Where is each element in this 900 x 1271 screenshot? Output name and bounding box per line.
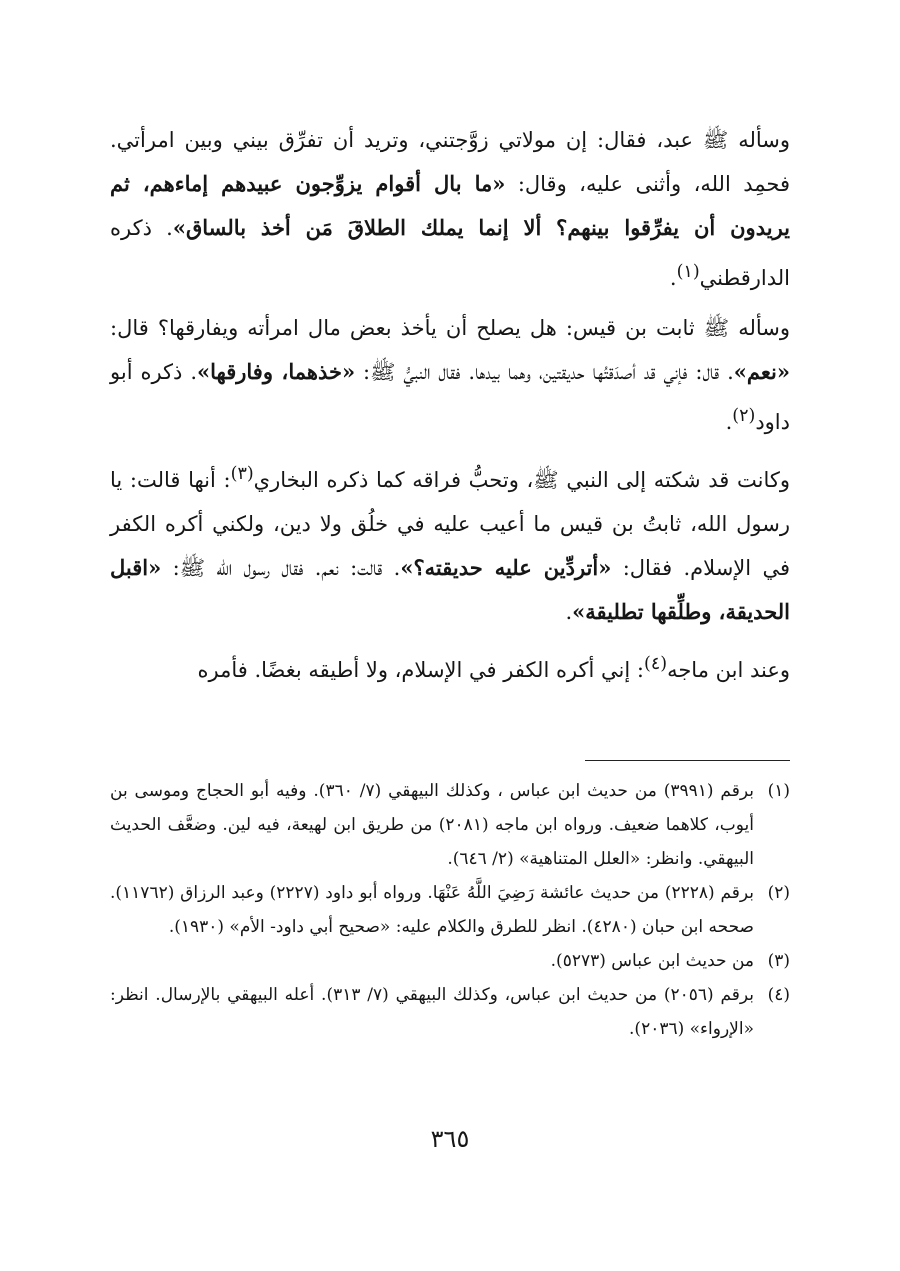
footnote-divider	[585, 760, 790, 761]
footnote-number: (٤)	[767, 985, 790, 1005]
main-text	[110, 118, 790, 700]
footnote-ref-3[interactable]: (٣)	[230, 464, 254, 484]
p1-text-2: . ذكره الدارقطني	[110, 216, 790, 290]
footnote-ref-2[interactable]: (٢)	[732, 406, 756, 426]
p3-quote-1: «أتردِّين عليه حديقته؟»	[400, 555, 612, 580]
p1-text-3: .	[669, 266, 677, 290]
p2-text-2: . قال: فإني قد أصدَقتُها حديقتين، وهما بيدها. فقال النبيُّ ﷺ:	[355, 360, 734, 384]
paragraph-4	[110, 642, 790, 692]
footnote-number: (١)	[767, 781, 790, 801]
paragraph-2	[110, 306, 790, 444]
p3-text-1: وكانت قد شكته إلى النبي ﷺ، وتحبُّ فراقه كما ذكره البخاري	[253, 468, 790, 492]
p2-quote-2: «خذهما، وفارقها»	[197, 359, 356, 384]
p1-text-1: وسأله ﷺ عبد، فقال: إن مولاتي زوَّجتني، وتريد أن تفرِّق بيني وبين امرأتي. فحمِد الله، وأثنى عليه، وقال:	[110, 128, 790, 196]
p2-text-4: .	[725, 410, 733, 434]
paragraph-1	[110, 118, 790, 300]
footnote-text: برقم (٢٠٥٦) من حديث ابن عباس، وكذلك البيهقي (٧/ ٣١٣). أعله البيهقي بالإرسال. انظر: «الإرواء» (٢٠٣٦).	[110, 985, 754, 1039]
footnote-ref-1[interactable]: (١)	[676, 262, 700, 282]
p3-text-2: : أنها قالت: يا رسول الله، ثابتُ بن قيس ما أعيب عليه في خلُق ولا دين، ولكني أكره الكفر في الإسلام. فقال:	[110, 468, 791, 580]
paragraph-3	[110, 452, 790, 634]
footnote-text: برقم (٢٢٢٨) من حديث عائشة رَضِيَ اللَّهُ عَنْهَا. ورواه أبو داود (٢٢٢٧) وعبد الرزاق (١١٧٦٢). صححه ابن حبان (٤٢٨٠). انظر للطرق والكلام عليه: «صحيح أبي داود- الأم» (١٩٣٠).	[110, 883, 754, 937]
footnote-ref-4[interactable]: (٤)	[644, 654, 668, 674]
p2-text-3: . ذكره أبو داود	[110, 360, 790, 434]
p2-quote-1: «نعم»	[733, 359, 790, 384]
footnote-1	[110, 774, 790, 876]
p4-text-2: : إني أكره الكفر في الإسلام، ولا أطيقه بغضًا. فأمره	[197, 658, 644, 682]
footnote-2	[110, 876, 790, 944]
p1-quote: «ما بال أقوام يزوِّجون عبيدهم إماءهم، ثم يريدون أن يفرِّقوا بينهم؟ ألا إنما يملك الطلاقَ مَن أخذ بالساق»	[110, 171, 790, 240]
footnote-text: برقم (٣٩٩١) من حديث ابن عباس ، وكذلك البيهقي (٧/ ٣٦٠). وفيه أبو الحجاج وموسى بن أيوب، كلاهما ضعيف. ورواه ابن ماجه (٢٠٨١) من طريق ابن لهيعة، فيه لين. وضعَّف الحديث البيهقي. وانظر: «العلل المتناهية» (٢/ ٦٤٦).	[110, 781, 755, 869]
p3-text-3: . قالت: نعم. فقال رسول الله ﷺ:	[161, 556, 401, 580]
p4-text-1: وعند ابن ماجه	[667, 658, 790, 682]
footnote-text: من حديث ابن عباس (٥٢٧٣).	[550, 951, 754, 971]
p2-text-1: وسأله ﷺ ثابت بن قيس: هل يصلح أن يأخذ بعض مال امرأته ويفارقها؟ قال:	[110, 316, 790, 340]
footnote-4	[110, 978, 790, 1046]
footnotes	[110, 774, 790, 1046]
footnote-number: (٣)	[767, 951, 790, 971]
p3-quote-2: «اقبل الحديقة، وطلِّقها تطليقة»	[110, 555, 790, 624]
footnote-3	[110, 944, 790, 978]
footnote-number: (٢)	[767, 883, 790, 903]
page-number: ٣٦٥	[430, 1125, 470, 1153]
p3-text-4: .	[565, 600, 573, 624]
